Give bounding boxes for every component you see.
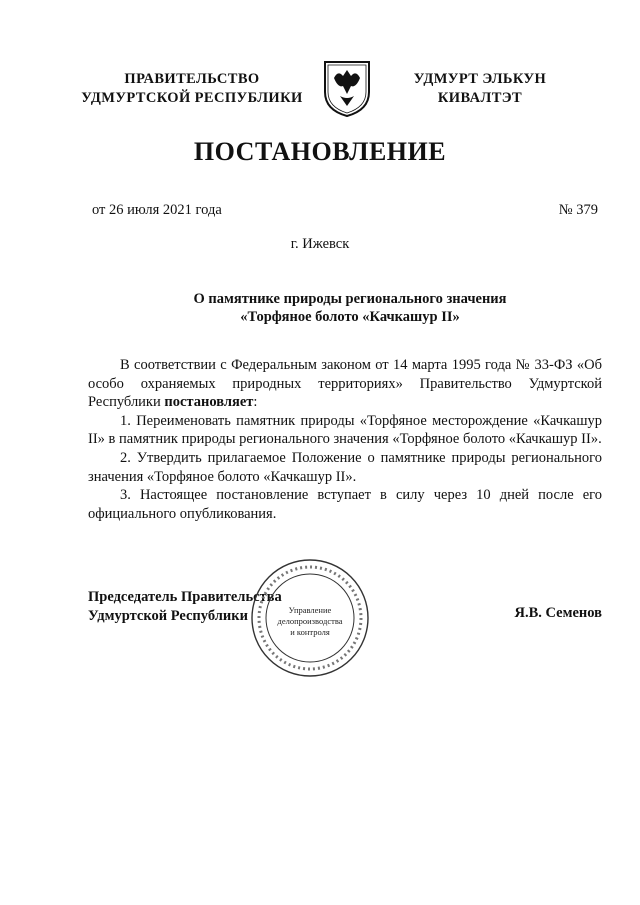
subject-line1: О памятнике природы регионального значения bbox=[193, 291, 507, 307]
document-date: от 26 июля 2021 года bbox=[92, 202, 222, 218]
signatory-position-line2: Удмуртской Республики bbox=[88, 607, 248, 624]
signatory-name: Я.В. Семенов bbox=[514, 605, 602, 621]
government-name-udmurt bbox=[380, 70, 580, 108]
document-body bbox=[88, 356, 602, 523]
government-name-udmurt-line1: УДМУРТ ЭЛЬКУН bbox=[413, 71, 547, 87]
document-title: ПОСТАНОВЛЕНИЕ bbox=[193, 137, 447, 166]
resolves-word: постановляет bbox=[164, 394, 254, 411]
document-city: г. Ижевск bbox=[290, 236, 350, 252]
government-name-line2: УДМУРТСКОЙ РЕСПУБЛИКИ bbox=[81, 90, 303, 106]
signatory-position-line1: Председатель Правительства bbox=[88, 589, 282, 605]
document-number: № 379 bbox=[558, 202, 598, 218]
government-name-russian bbox=[72, 70, 312, 108]
government-name-udmurt-line2: КИВАЛТЭТ bbox=[437, 90, 523, 106]
body-intro: В соответствии с Федеральным законом от 14 марта 1995 года № 33-ФЗ «Об особо охраняемых природных территориях» Правительство Удмуртской Республики постановляет: bbox=[88, 357, 602, 411]
stamp-line3: и контроля bbox=[290, 627, 330, 637]
stamp-line1: Управление bbox=[288, 605, 332, 615]
government-name-line1: ПРАВИТЕЛЬСТВО bbox=[124, 71, 260, 87]
subject-line2: «Торфяное болото «Качкашур II» bbox=[240, 309, 460, 325]
body-item-2: 2. Утвердить прилагаемое Положение о памятнике природы регионального значения «Торфяное болото «Качкашур II». bbox=[88, 449, 602, 485]
document-subject bbox=[100, 290, 600, 326]
coat-of-arms-icon bbox=[320, 58, 374, 118]
office-stamp bbox=[248, 556, 372, 680]
body-item-3: 3. Настоящее постановление вступает в силу через 10 дней после его официального опубликования. bbox=[88, 487, 602, 522]
stamp-line2: делопроизводства bbox=[277, 616, 343, 626]
body-item-1: 1. Переименовать памятник природы «Торфяное месторождение «Качкашур II» в памятник природы регионального значения «Торфяное болото «Качкашур II». bbox=[88, 412, 602, 448]
